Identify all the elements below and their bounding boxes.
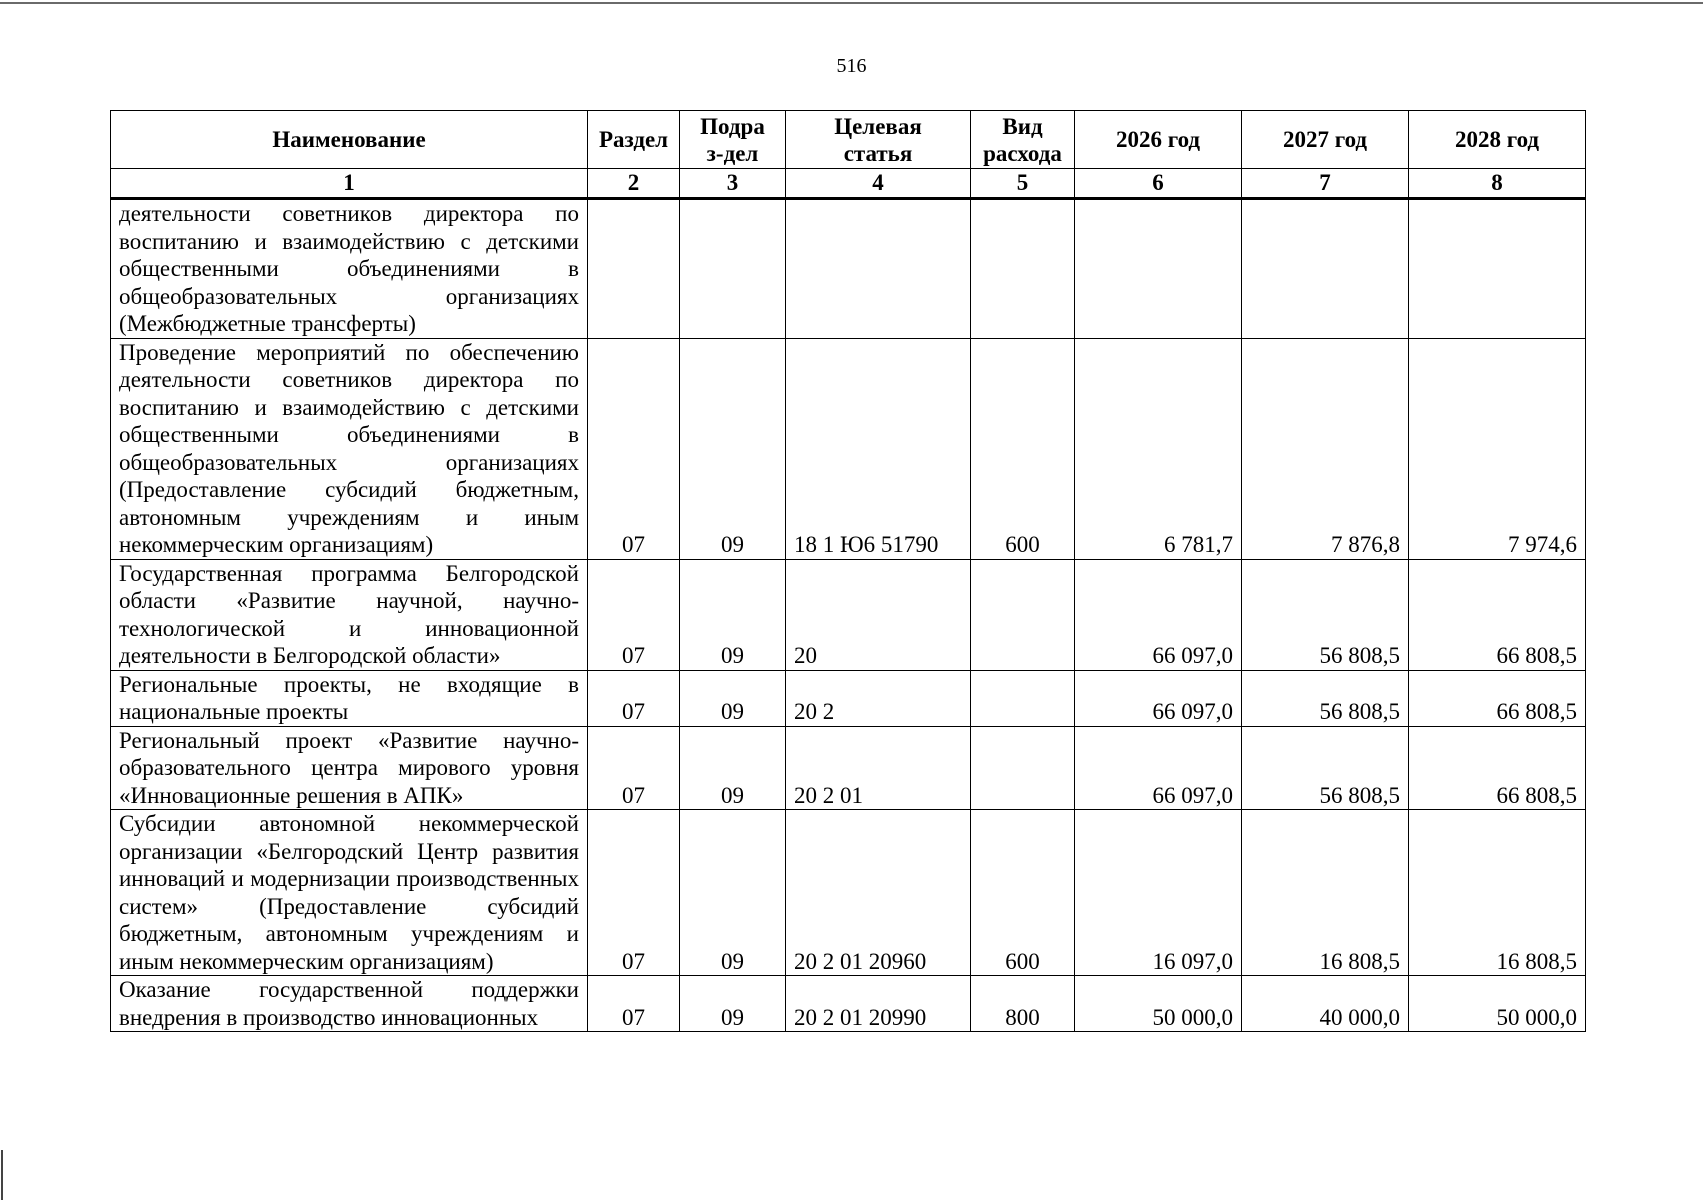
- row-expense-type: [971, 726, 1075, 810]
- row-section: 07: [588, 810, 680, 976]
- row-section: 07: [588, 670, 680, 726]
- header-2026: 2026 год: [1075, 111, 1242, 169]
- column-number: 7: [1242, 169, 1409, 199]
- row-target: 20 2: [786, 670, 971, 726]
- column-number: 3: [680, 169, 786, 199]
- row-2027: 56 808,5: [1242, 726, 1409, 810]
- row-2027: [1242, 199, 1409, 339]
- row-expense-type: [971, 670, 1075, 726]
- header-section: Раздел: [588, 111, 680, 169]
- row-2026: 66 097,0: [1075, 670, 1242, 726]
- row-target: 20 2 01 20990: [786, 976, 971, 1032]
- column-number: 5: [971, 169, 1075, 199]
- row-2026: 6 781,7: [1075, 338, 1242, 559]
- row-subsection: 09: [680, 338, 786, 559]
- row-name: деятельности советников директора по воспитанию и взаимодействию с детскими общественными объединениями в общеобразовательных организациях (Межбюджетные трансферты): [111, 199, 588, 339]
- row-name: Проведение мероприятий по обеспечению деятельности советников директора по воспитанию и взаимодействию с детскими общественными объединениями в общеобразовательных организациях (Предоставление субсидий бюджетным, автономным учреждениям и иным некоммерческим организациям): [111, 338, 588, 559]
- row-target: 20: [786, 559, 971, 670]
- column-number: 2: [588, 169, 680, 199]
- row-section: [588, 199, 680, 339]
- row-section: 07: [588, 726, 680, 810]
- budget-table: [110, 110, 1586, 1032]
- row-target: 20 2 01 20960: [786, 810, 971, 976]
- scan-border-top: [0, 2, 1703, 4]
- row-2026: 16 097,0: [1075, 810, 1242, 976]
- header-2027: 2027 год: [1242, 111, 1409, 169]
- page-number: 516: [836, 55, 867, 77]
- row-2026: 50 000,0: [1075, 976, 1242, 1032]
- row-2026: 66 097,0: [1075, 559, 1242, 670]
- column-number: 6: [1075, 169, 1242, 199]
- row-name: Региональные проекты, не входящие в национальные проекты: [111, 670, 588, 726]
- header-target-text: Целевая статья: [834, 113, 922, 166]
- row-2028: 50 000,0: [1409, 976, 1586, 1032]
- row-2026: 66 097,0: [1075, 726, 1242, 810]
- row-name: Региональный проект «Развитие научно-образовательного центра мирового уровня «Инновационные решения в АПК»: [111, 726, 588, 810]
- row-name: Субсидии автономной некоммерческой организации «Белгородский Центр развития инноваций и модернизации производственных систем» (Предоставление субсидий бюджетным, автономным учреждениям и иным некоммерческим организациям): [111, 810, 588, 976]
- header-name: Наименование: [111, 111, 588, 169]
- row-2027: 7 876,8: [1242, 338, 1409, 559]
- header-2028: 2028 год: [1409, 111, 1586, 169]
- row-target: 20 2 01: [786, 726, 971, 810]
- header-expense-type-text: Вид расхода: [983, 113, 1062, 166]
- scan-border-left: [1, 1150, 3, 1200]
- header-subsection: [680, 111, 786, 169]
- row-subsection: 09: [680, 726, 786, 810]
- column-number: 8: [1409, 169, 1586, 199]
- column-number-row: [111, 169, 1586, 199]
- table-body: [111, 199, 1586, 1032]
- row-section: 07: [588, 338, 680, 559]
- row-target: [786, 199, 971, 339]
- table-row: [111, 199, 1586, 339]
- table-row: [111, 810, 1586, 976]
- row-target: 18 1 Ю6 51790: [786, 338, 971, 559]
- header-target: [786, 111, 971, 169]
- row-2028: 66 808,5: [1409, 726, 1586, 810]
- table-row: [111, 559, 1586, 670]
- row-expense-type: [971, 559, 1075, 670]
- column-number: 4: [786, 169, 971, 199]
- column-number: 1: [111, 169, 588, 199]
- row-2028: 16 808,5: [1409, 810, 1586, 976]
- table-header: [111, 111, 1586, 199]
- header-row: [111, 111, 1586, 169]
- row-2027: 56 808,5: [1242, 559, 1409, 670]
- row-subsection: [680, 199, 786, 339]
- row-2027: 40 000,0: [1242, 976, 1409, 1032]
- row-subsection: 09: [680, 670, 786, 726]
- row-2028: 7 974,6: [1409, 338, 1586, 559]
- table-row: [111, 976, 1586, 1032]
- row-subsection: 09: [680, 559, 786, 670]
- row-2028: 66 808,5: [1409, 559, 1586, 670]
- row-expense-type: 800: [971, 976, 1075, 1032]
- row-section: 07: [588, 559, 680, 670]
- row-2027: 56 808,5: [1242, 670, 1409, 726]
- row-expense-type: [971, 199, 1075, 339]
- table-row: [111, 338, 1586, 559]
- row-name: Государственная программа Белгородской области «Развитие научной, научно-технологической и инновационной деятельности в Белгородской области»: [111, 559, 588, 670]
- row-2027: 16 808,5: [1242, 810, 1409, 976]
- row-name: Оказание государственной поддержки внедрения в производство инновационных: [111, 976, 588, 1032]
- row-expense-type: 600: [971, 810, 1075, 976]
- row-subsection: 09: [680, 810, 786, 976]
- header-subsection-text: Подраз-дел: [700, 113, 765, 166]
- row-expense-type: 600: [971, 338, 1075, 559]
- row-2026: [1075, 199, 1242, 339]
- table-row: [111, 726, 1586, 810]
- row-subsection: 09: [680, 976, 786, 1032]
- header-expense-type: [971, 111, 1075, 169]
- row-2028: [1409, 199, 1586, 339]
- row-2028: 66 808,5: [1409, 670, 1586, 726]
- row-section: 07: [588, 976, 680, 1032]
- table-row: [111, 670, 1586, 726]
